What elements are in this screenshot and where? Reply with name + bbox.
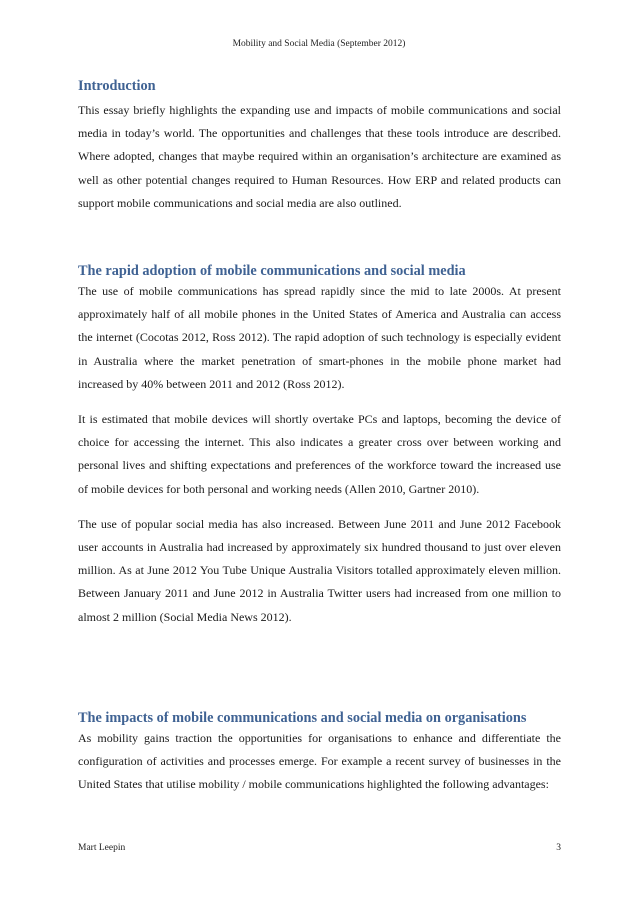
section-heading-impacts: The impacts of mobile communications and social media on organisations (78, 710, 527, 726)
section-impacts (78, 709, 561, 797)
section-introduction (78, 77, 561, 215)
paragraph-impacts-1: As mobility gains traction the opportunities for organisations to enhance and differentiate the configuration of activities and processes emerge. For example a recent survey of businesses in the United States that utilise mobility / mobile communications highlighted the following advantages: (78, 731, 561, 792)
section-heading-rapid-adoption: The rapid adoption of mobile communications and social media (78, 263, 466, 279)
paragraph-rapid-adoption-1: The use of mobile communications has spread rapidly since the mid to late 2000s. At present approximately half of all mobile phones in the United States of America and Australia can access the internet (Cocotas 2012, Ross 2012). The rapid adoption of such technology is especially evident in Australia where the market penetration of smart-phones in the mobile phone market had increased by 40% between 2011 and 2012 (Ross 2012). (78, 284, 561, 391)
paragraph-rapid-adoption-3: The use of popular social media has also increased. Between June 2011 and June 2012 Facebook user accounts in Australia had increased by approximately six hundred thousand to just over eleven million. As at June 2012 You Tube Unique Australia Visitors totalled approximately eleven million. Between January 2011 and June 2012 in Australia Twitter users had increased from one million to almost 2 million (Social Media News 2012). (78, 516, 561, 624)
paragraph-spacer (78, 501, 561, 513)
paragraph-spacer (78, 396, 561, 408)
footer-page-number: 3 (556, 843, 561, 853)
paragraph-introduction-1: This essay briefly highlights the expanding use and impacts of mobile communications and social media in today’s world. The opportunities and challenges that these tools introduce are described. Where adopted, changes that maybe required within an organisation’s architecture are examined as well as other potential changes required to Human Resources. How ERP and related products can support mobile communications and social media are also outlined. (78, 103, 561, 210)
section-rapid-adoption (78, 262, 561, 629)
running-header: Mobility and Social Media (September 2012) (232, 39, 406, 49)
section-heading-introduction: Introduction (78, 78, 156, 94)
paragraph-rapid-adoption-2: It is estimated that mobile devices will shortly overtake PCs and laptops, becoming the device of choice for accessing the internet. This also indicates a greater cross over between working and personal lives and shifting expectations and preferences of the workforce toward the increased use of mobile devices for both personal and working needs (Allen 2010, Gartner 2010). (78, 412, 561, 496)
footer-author: Mart Leepin (78, 843, 126, 853)
